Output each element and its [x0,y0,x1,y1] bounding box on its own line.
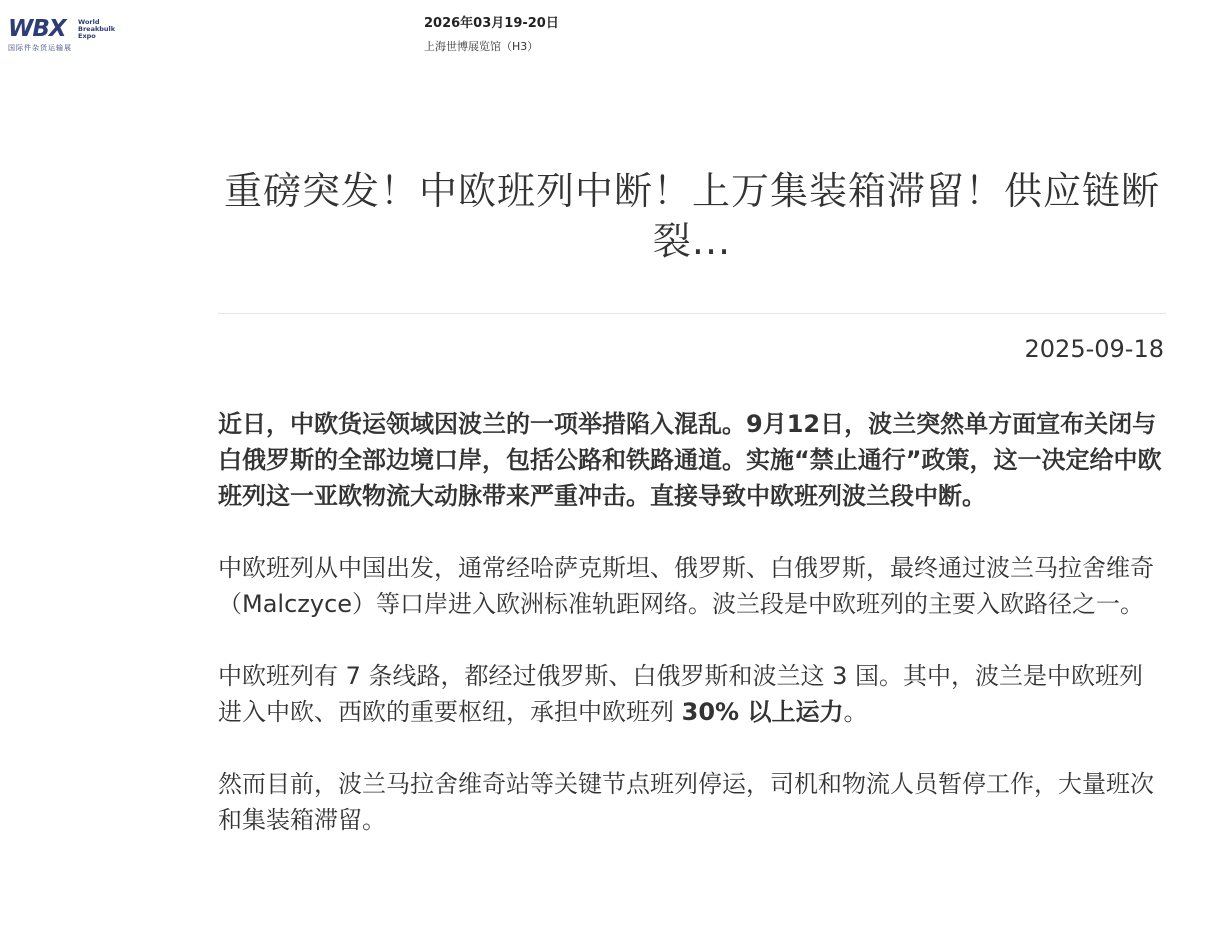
logo-sub-line: Expo [78,32,96,40]
paragraph [218,658,1166,730]
article [218,166,1166,874]
title-divider [218,313,1166,314]
event-date: 2026年03月19-20日 [424,16,559,31]
paragraph-text: 。 [843,698,868,726]
article-date: 2025-09-18 [1024,335,1164,363]
logo-mark: WBX [8,16,66,42]
lead-paragraph: 近日，中欧货运领域因波兰的一项举措陷入混乱。9月12日，波兰突然单方面宣布关闭与白俄罗斯的全部边境口岸，包括公路和铁路通道。实施“禁止通行”政策，这一决定给中欧班列这一亚欧物流大动脉带来严重冲击。直接导致中欧班列波兰段中断。 [218,410,1162,510]
logo-sub-line: World [78,18,100,26]
paragraph: 然而目前，波兰马拉舍维奇站等关键节点班列停运，司机和物流人员暂停工作，大量班次和集装箱滞留。 [218,770,1154,834]
article-body [218,406,1166,838]
logo-sub-line: Breakbulk [78,25,116,33]
event-venue: 上海世博展览馆（H3） [424,40,539,53]
logo-subtitle [78,19,115,40]
highlight-text: 30% 以上运力 [681,698,844,726]
article-title: 重磅突发！中欧班列中断！上万集装箱滞留！供应链断裂... [223,169,1160,263]
paragraph-text: 中欧班列有 7 条线路，都经过俄罗斯、白俄罗斯和波兰这 3 国。其中，波兰是中欧班列进入中欧、西欧的重要枢纽，承担中欧班列 [218,662,1144,726]
wbx-logo[interactable] [8,16,120,56]
logo-chinese-name: 国际件杂货运输展 [8,44,72,52]
site-header [0,0,1206,70]
paragraph: 中欧班列从中国出发，通常经哈萨克斯坦、俄罗斯、白俄罗斯，最终通过波兰马拉舍维奇（Malczyce）等口岸进入欧洲标准轨距网络。波兰段是中欧班列的主要入欧路径之一。 [218,554,1154,618]
